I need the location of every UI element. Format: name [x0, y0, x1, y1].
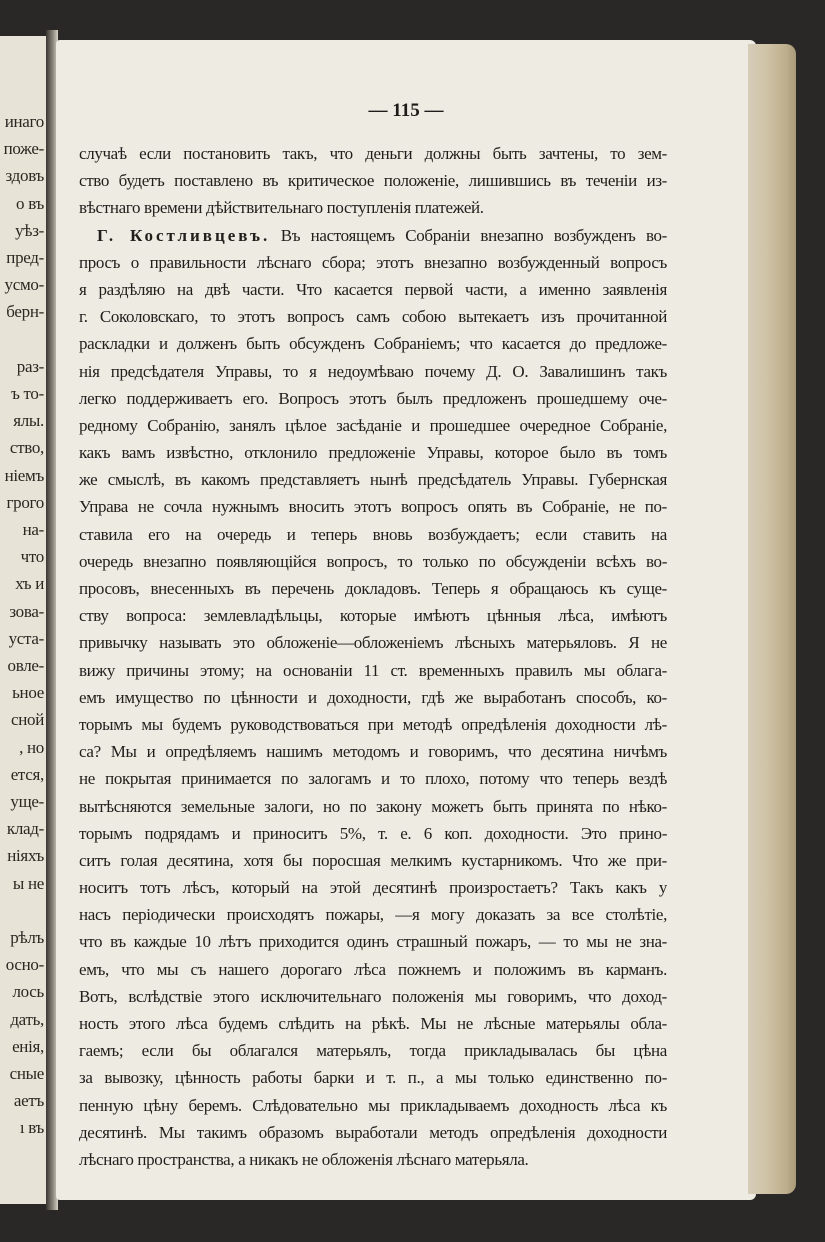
left-page-fragment: ніемъ [4, 465, 44, 485]
left-page-fragment: осно- [5, 955, 44, 975]
speaker-name: Г. Костливцевъ. [97, 225, 271, 245]
left-page-fragment: овле- [7, 656, 44, 675]
left-page-fragment: лось [12, 982, 44, 1002]
left-page-fragment: ьное [12, 683, 44, 703]
left-page-fragment: ется, [10, 764, 44, 784]
text-line: привычку называть это обложеніе—обложеніемъ лѣсныхъ матерьяловъ. Я не [79, 633, 667, 653]
page-edges [748, 44, 796, 1194]
left-page-fragment: ъ то- [11, 384, 44, 403]
text-line: не покрытая принимается по залогамъ и то плохо, потому что теперь вездѣ [79, 769, 667, 789]
left-page-fragment: пред- [6, 248, 44, 267]
text-line: вижу причины этому; на основаніи 11 ст. временныхъ правилъ мы облага- [79, 660, 667, 680]
text-line: очередь внезапно появляющійся вопросъ, то только по обсужденіи всѣхъ во- [79, 551, 667, 571]
left-page-fragment: ы не [12, 873, 44, 893]
text-line: са? Мы и опредѣляемъ нашимъ методомъ и говоримъ, что десятина ничѣмъ [79, 742, 667, 762]
left-page-fragment: хъ и [15, 574, 44, 594]
text-line: ситъ голая десятина, хотя бы поросшая мелкимъ кустарникомъ. Что же при- [79, 850, 667, 870]
text-line: ству вопроса: землевладѣльцы, которые имѣютъ цѣнныя лѣса, имѣютъ [79, 606, 667, 626]
left-page-fragment: аетъ [13, 1091, 44, 1111]
text-line: емъ имущество по цѣнности и доходности, гдѣ же выработанъ способъ, ко- [79, 687, 667, 707]
left-page-fragment: ı въ [19, 1118, 44, 1138]
left-page-fragment: , но [19, 737, 44, 757]
speaker-text: Въ настоящемъ Собраніи внезапно возбужденъ во- [270, 225, 667, 245]
text-line: случаѣ если постановить такъ, что деньги должны быть зачтены, то зем- [79, 144, 667, 163]
text-line [79, 222, 667, 249]
text-line: вытѣсняются земельные залоги, но по закону можетъ быть принята по нѣко- [79, 796, 667, 816]
left-page-fragment: поже- [3, 139, 44, 159]
text-line: раскладки и долженъ быть обсужденъ Собраніемъ; что касается до предложе- [79, 334, 667, 354]
left-page-fragment: уѣз- [15, 220, 44, 240]
left-page-fragment: инаго [4, 112, 44, 131]
left-page-fragment: зова- [9, 601, 44, 621]
text-line: Вотъ, вслѣдствіе этого исключительнаго положенія мы говоримъ, что доход- [79, 986, 667, 1006]
left-page-fragment: сной [10, 710, 44, 730]
text-line: за вывозку, цѣнность работы барки и т. п., а мы только единственно по- [79, 1068, 667, 1088]
left-page-fragment: о въ [16, 193, 44, 213]
left-page-fragment: грого [6, 492, 44, 512]
page-body [79, 140, 667, 1173]
text-line: редному Собранію, занялъ цѣлое засѣданіе и прошедшее очередное Собраніе, [79, 415, 667, 435]
text-line: ство будетъ поставлено въ критическое положеніе, лишившись въ теченіи из- [79, 171, 667, 191]
left-page-fragment: уще- [10, 792, 44, 811]
left-page-fragment: усмо- [4, 275, 44, 295]
left-page-fragment: енія, [12, 1036, 44, 1056]
text-line: ставила его на очередь и теперь вновь возбуждаетъ; если ставить на [79, 524, 667, 544]
left-page-fragment: ніяхъ [7, 846, 44, 866]
text-line: что въ каждые 10 лѣтъ приходится одинъ страшный пожаръ, — то мы не зна- [79, 932, 667, 952]
left-page-fragment: на- [22, 520, 44, 539]
left-page-fragment: уста- [8, 628, 44, 648]
left-page-fragment: берн- [6, 302, 44, 322]
left-page-fragment: что [20, 547, 44, 567]
text-line: лѣснаго пространства, а никакъ не обложенія лѣснаго матерьяла. [79, 1149, 529, 1169]
text-line: я раздѣляю на двѣ части. Что касается первой части, а именно заявленія [79, 279, 667, 299]
left-page-fragment: дать, [10, 1009, 44, 1029]
left-page-fragment: ство, [9, 438, 44, 458]
text-line: ность этого лѣса будемъ слѣдить на рѣкѣ. Мы не лѣсные матерьялы обла- [79, 1014, 667, 1033]
text-line: насъ періодически происходятъ пожары, —я могу доказать за все столѣтіе, [79, 905, 667, 925]
text-line: просъ о правильности лѣснаго сбора; этотъ внезапно возбужденный вопросъ [79, 252, 667, 272]
text-line: просовъ, внесенныхъ въ перечень докладовъ. Теперь я обращаюсь къ суще- [79, 579, 667, 598]
left-page-fragment: клад- [6, 819, 44, 839]
left-page-fragment: сные [9, 1064, 44, 1083]
left-page-fragment: раз- [16, 356, 44, 376]
text-line: торымъ подрядамъ и приноситъ 5%, т. е. 6 коп. доходности. Это прино- [79, 823, 667, 843]
page-number: — 115 — [368, 100, 444, 121]
text-line: легко поддерживаетъ его. Вопросъ этотъ былъ предложенъ прошедшему оче- [79, 388, 667, 408]
text-line: какъ вамъ извѣстно, отклонило предложеніе Управы, которое было въ томъ [79, 443, 667, 463]
text-line: нія предсѣдателя Управы, то я недоумѣваю почему Д. О. Завалишинъ такъ [79, 361, 667, 381]
text-line: носитъ тотъ лѣсъ, который на этой десятинѣ произростаетъ? Такъ какъ у [79, 878, 667, 898]
left-page-fragment: ялы. [13, 411, 44, 431]
text-line: емъ, что мы съ нашего дорогаго лѣса пожнемъ и положимъ въ карманъ. [79, 959, 667, 979]
text-line: г. Соколовскаго, то этотъ вопросъ самъ собою вытекаетъ изъ прочитанной [79, 307, 667, 327]
text-line: пенную цѣну беремъ. Слѣдовательно мы прикладываемъ доходность лѣса къ [79, 1095, 667, 1115]
text-line: десятинѣ. Мы такимъ образомъ выработали методъ опредѣленія доходности [79, 1122, 667, 1142]
text-line: же смыслѣ, въ какомъ представляетъ нынѣ предсѣдатель Управы. Губернская [79, 470, 667, 490]
left-page-edge [0, 36, 48, 1204]
left-page-fragment: рѣлъ [10, 928, 44, 947]
text-line: Управа не сочла нужнымъ вносить этотъ вопросъ опять въ Собраніе, не по- [79, 497, 667, 517]
text-line: вѣстнаго времени дѣйствительнаго поступленія платежей. [79, 198, 484, 218]
text-line: гаемъ; если бы облагался матерьялъ, тогда прикладывалась бы цѣна [79, 1041, 667, 1061]
text-line: торымъ мы будемъ руководствоваться при методѣ опредѣленія доходности лѣ- [79, 714, 667, 734]
left-page-fragment: здовъ [5, 166, 44, 186]
